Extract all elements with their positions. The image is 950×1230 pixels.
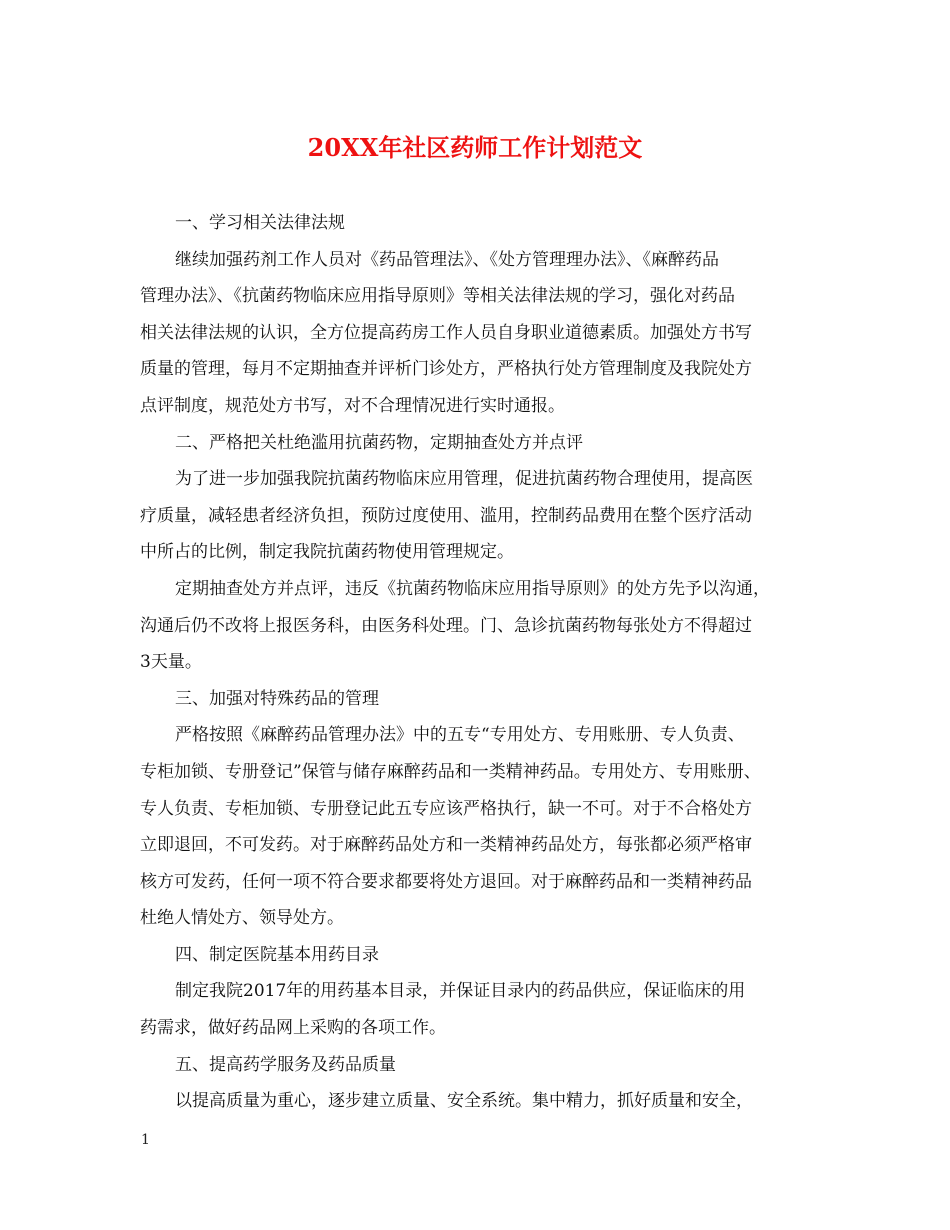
document-title: 20XX年社区药师工作计划范文: [307, 133, 643, 162]
document-body: [140, 205, 812, 1120]
text-line: 二、严格把关杜绝滥用抗菌药物，定期抽查处方并点评: [175, 432, 583, 453]
text-line: 继续加强药剂工作人员对《药品管理法》、《处方管理理办法》、《麻醉药品: [175, 249, 719, 270]
text-line: 以提高质量为重心，逐步建立质量、安全系统。集中精力，抓好质量和安全，: [175, 1091, 753, 1112]
text-line: 相关法律法规的认识，全方位提高药房工作人员自身职业道德素质。加强处方书写: [140, 322, 752, 343]
text-line: 疗质量，减轻患者经济负担，预防过度使用、滥用，控制药品费用在整个医疗活动: [140, 505, 752, 526]
text-line: 核方可发药，任何一项不符合要求都要将处方退回。对于麻醉药品和一类精神药品: [140, 871, 752, 892]
text-line: 药需求，做好药品网上采购的各项工作。: [140, 1018, 446, 1039]
text-line: 3天量。: [140, 652, 202, 673]
text-line: 为了进一步加强我院抗菌药物临床应用管理，促进抗菌药物合理使用，提高医: [175, 469, 753, 490]
text-line: 四、制定医院基本用药目录: [175, 944, 379, 965]
text-line: 一、学习相关法律法规: [175, 213, 345, 233]
text-line: 五、提高药学服务及药品质量: [175, 1054, 396, 1075]
text-line: 三、加强对特殊药品的管理: [175, 688, 379, 709]
text-line: 立即退回，不可发药。对于麻醉药品处方和一类精神药品处方，每张都必须严格审: [140, 835, 752, 856]
text-line: 专柜加锁、专册登记”保管与储存麻醉药品和一类精神药品。专用处方、专用账册、: [140, 761, 761, 782]
text-line: 严格按照《麻醉药品管理办法》中的五专“专用处方、专用账册、专人负责、: [175, 725, 745, 746]
text-line: 点评制度，规范处方书写，对不合理情况进行实时通报。: [140, 395, 565, 416]
page-number: 1: [141, 1132, 150, 1148]
text-line: 中所占的比例，制定我院抗菌药物使用管理规定。: [140, 542, 514, 563]
text-line: 沟通后仍不改将上报医务科，由医务科处理。门、急诊抗菌药物每张处方不得超过: [140, 615, 752, 636]
text-line: 专人负责、专柜加锁、专册登记此五专应该严格执行，缺一不可。对于不合格处方: [140, 798, 752, 819]
text-line: 管理办法》、《抗菌药物临床应用指导原则》等相关法律法规的学习，强化对药品: [140, 286, 735, 307]
text-line: 质量的管理，每月不定期抽查并评析门诊处方，严格执行处方管理制度及我院处方: [140, 359, 752, 380]
text-line: 杜绝人情处方、领导处方。: [140, 908, 344, 929]
text-line: 制定我院2017年的用药基本目录，并保证目录内的药品供应，保证临床的用: [175, 981, 746, 1002]
text-line: 定期抽查处方并点评，违反《抗菌药物临床应用指导原则》的处方先予以沟通，: [175, 578, 770, 599]
